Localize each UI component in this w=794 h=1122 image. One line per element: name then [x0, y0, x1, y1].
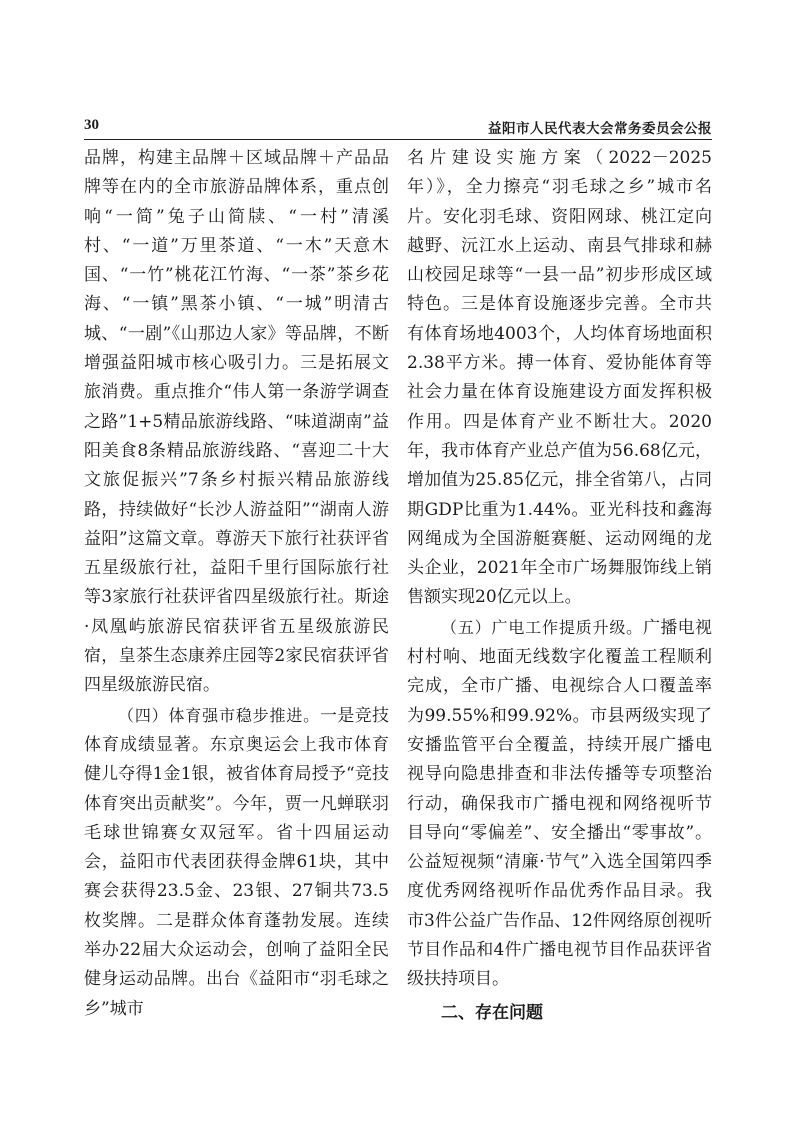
page-header — [84, 113, 712, 140]
subsection-lead-broadcasting: （五）广电工作提质升级。 — [441, 617, 643, 637]
subsection-lead-sports: （四）体育强市稳步推进。 — [118, 705, 320, 725]
paragraph-sports — [84, 701, 389, 1024]
publication-title: 益阳市人民代表大会常务委员会公报 — [488, 121, 712, 137]
paragraph-sports-continued: 名片建设实施方案（2022－2025年）》，全力擦亮“羽毛球之乡”城市名片。安化羽毛球、资阳网球、桃江定向越野、沅江水上运动、南县气排球和赫山校园足球等“一县一品”初步形成区域特色。三是体育设施逐步完善。全市共有体育场地4003个，人均体育场地面积2.38平方米。搏一体育、爱协能体育等社会力量在体育设施建设方面发挥积极作用。四是体育产业不断壮大。2020年，我市体育产业总产值为56.68亿元，增加值为25.85亿元，排全省第八，占同期GDP比重为1.44%。亚光科技和鑫海网绳成为全国游艇赛艇、运动网绳的龙头企业，2021年全市广场舞服饰线上销售额实现20亿元以上。 — [407, 148, 712, 608]
paragraph-broadcasting — [407, 613, 712, 995]
paragraph-sports-body: 一是竞技体育成绩显著。东京奥运会上我市体育健儿夺得1金1银，被省体育局授予“竞技体育突出贡献奖”。今年，贾一凡蝉联羽毛球世锦赛女双冠军。省十四届运动会，益阳市代表团获得金牌61块，其中赛会获得23.5金、23银、27铜共73.5枚奖牌。二是群众体育蓬勃发展。连续举办22届大众运动会，创响了益阳全民健身运动品牌。出台《益阳市“羽毛球之乡”城市 — [84, 705, 389, 1019]
left-column — [84, 144, 389, 1024]
page-number: 30 — [84, 117, 99, 133]
right-column — [407, 144, 712, 1028]
section-heading-problems: 二、存在问题 — [441, 1002, 543, 1023]
paragraph-broadcasting-body: 广播电视村村响、地面无线数字化覆盖工程顺利完成，全市广播、电视综合人口覆盖率为99.55%和99.92%。市县两级实现了安播监管平台全覆盖，持续开展广播电视导向隐患排查和非法传播等专项整治行动，确保我市广播电视和网络视听节目导向“零偏差”、安全播出“零事故”。公益短视频“清廉·节气”入选全国第四季度优秀网络视听作品优秀作品目录。我市3件公益广告作品、12件网络原创视听节目作品和4件广播电视节目作品获评省级扶持项目。 — [407, 617, 712, 990]
paragraph-tourism-brands: 品牌，构建主品牌＋区域品牌＋产品品牌等在内的全市旅游品牌体系，重点创响“一简”兔子山简牍、“一村”清溪村、“一道”万里茶道、“一木”天意木国、“一竹”桃花江竹海、“一茶”茶乡花海、“一镇”黑茶小镇、“一城”明清古城、“一剧”《山那边人家》等品牌，不断增强益阳城市核心吸引力。三是拓展文旅消费。重点推介“伟人第一条游学调查之路”1+5精品旅游线路、“味道湖南”益阳美食8条精品旅游线路、“喜迎二十大 文旅促振兴”7条乡村振兴精品旅游线路，持续做好“长沙人游益阳”“湖南人游益阳”这篇文章。尊游天下旅行社获评省五星级旅行社，益阳千里行国际旅行社等3家旅行社获评省四星级旅行社。斯途·凤凰屿旅游民宿获评省五星级旅游民宿，皇茶生态康养庄园等2家民宿获评省四星级旅游民宿。 — [84, 148, 389, 696]
